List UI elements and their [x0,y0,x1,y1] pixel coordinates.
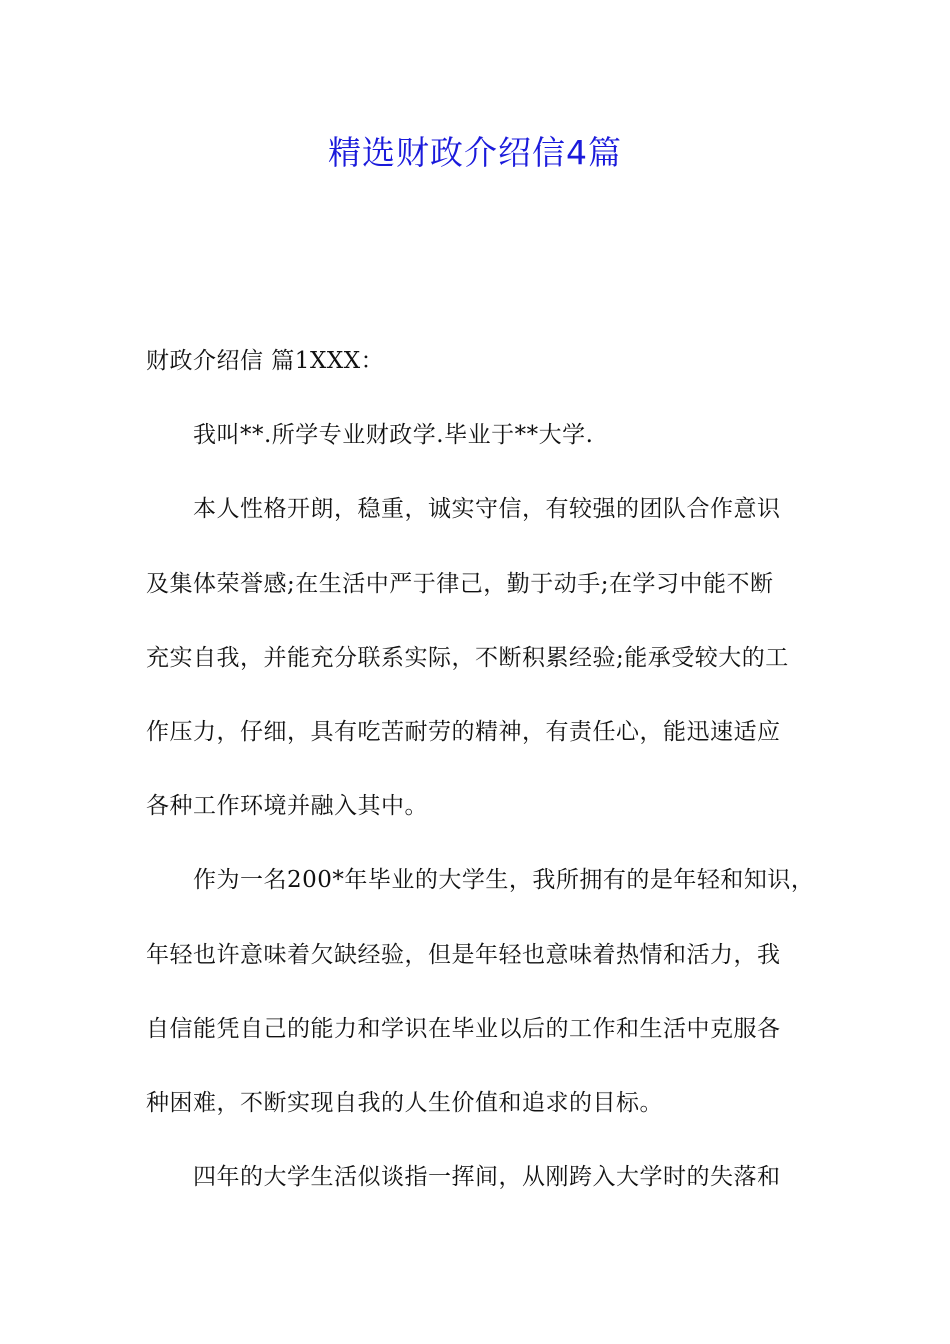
paragraph-line: 本人性格开朗，稳重，诚实守信，有较强的团队合作意识 [193,496,781,523]
section-heading: 财政介绍信 篇1XXX： [146,348,385,374]
paragraph-line: 充实自我，并能充分联系实际，不断积累经验;能承受较大的工 [146,644,789,671]
paragraph-line: 及集体荣誉感;在生活中严于律己，勤于动手;在学习中能不断 [146,570,774,597]
paragraph-line: 四年的大学生活似谈指一挥间，从刚跨入大学时的失落和 [193,1164,781,1191]
paragraph-line: 作为一名200*年毕业的大学生，我所拥有的是年轻和知识， [193,867,815,894]
paragraph-line: 自信能凭自己的能力和学识在毕业以后的工作和生活中克服各 [146,1015,781,1042]
paragraph-line: 各种工作环境并融入其中。 [146,793,428,820]
paragraph-line: 种困难，不断实现自我的人生价值和追求的目标。 [146,1089,663,1116]
paragraph-line: 我叫**.所学专业财政学.毕业于**大学. [193,422,594,449]
paragraph-line: 作压力，仔细，具有吃苦耐劳的精神，有责任心，能迅速适应 [146,718,781,745]
document-body [146,334,815,1224]
document-title: 精选财政介绍信4篇 [328,133,622,172]
paragraph-line: 年轻也许意味着欠缺经验，但是年轻也意味着热情和活力，我 [146,941,781,968]
